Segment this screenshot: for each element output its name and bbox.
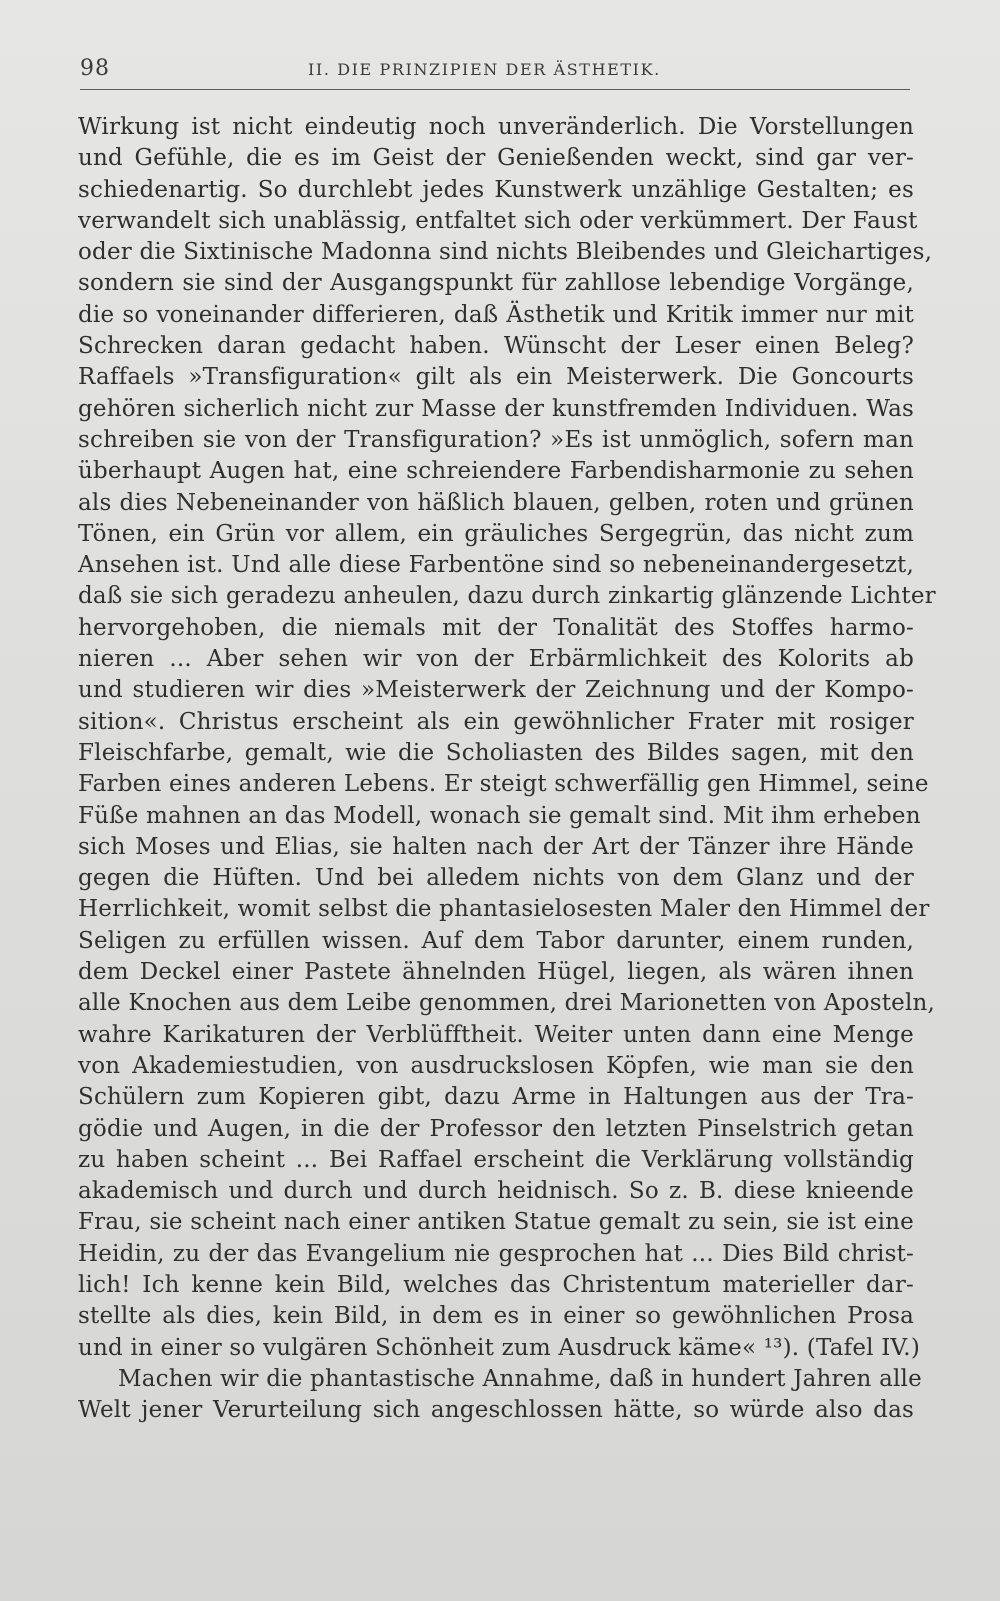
text-line: Farben eines anderen Lebens. Er steigt schwerfällig gen Himmel, seine bbox=[78, 771, 929, 798]
text-line: und Gefühle, die es im Geist der Genießenden weckt, sind gar ver- bbox=[78, 145, 914, 172]
text-line: akademisch und durch und durch heidnisch. So z. B. diese knieende bbox=[78, 1178, 914, 1205]
text-line: gehören sicherlich nicht zur Masse der kunstfremden Individuen. Was bbox=[78, 395, 914, 422]
text-line: dem Deckel einer Pastete ähnelnden Hügel, liegen, als wären ihnen bbox=[78, 959, 914, 986]
text-line: Raffaels »Transfiguration« gilt als ein Meisterwerk. Die Goncourts bbox=[78, 364, 914, 391]
text-line: und studieren wir dies »Meisterwerk der Zeichnung und der Kompo- bbox=[78, 677, 914, 704]
text-line: stellte als dies, kein Bild, in dem es in einer so gewöhnlichen Prosa bbox=[78, 1303, 914, 1330]
text-line: überhaupt Augen hat, eine schreiendere Farbendisharmonie zu sehen bbox=[78, 458, 914, 485]
text-line: Schülern zum Kopieren gibt, dazu Arme in Haltungen aus der Tra- bbox=[78, 1084, 914, 1111]
text-line: Heidin, zu der das Evangelium nie gesprochen hat ... Dies Bild christ- bbox=[78, 1240, 914, 1267]
text-line: von Akademiestudien, von ausdruckslosen Köpfen, wie man sie den bbox=[78, 1052, 914, 1079]
paragraph-start-line: Machen wir die phantastische Annahme, daß in hundert Jahren alle bbox=[118, 1365, 922, 1392]
text-line: Fleischfarbe, gemalt, wie die Scholiasten des Bildes sagen, mit den bbox=[78, 739, 914, 766]
text-line: sondern sie sind der Ausgangspunkt für zahllose lebendige Vorgänge, bbox=[78, 270, 914, 297]
page-number: 98 bbox=[80, 56, 110, 81]
text-line: lich! Ich kenne kein Bild, welches das Christentum materieller dar- bbox=[78, 1271, 914, 1298]
text-line: verwandelt sich unablässig, entfaltet sich oder verkümmert. Der Faust bbox=[78, 207, 918, 234]
text-line: als dies Nebeneinander von häßlich blauen, gelben, roten und grünen bbox=[78, 489, 914, 516]
text-line: Schrecken daran gedacht haben. Wünscht der Leser einen Beleg? bbox=[78, 333, 914, 360]
text-line: Ansehen ist. Und alle diese Farbentöne sind so nebeneinandergesetzt, bbox=[78, 552, 914, 579]
text-line: Welt jener Verurteilung sich angeschlossen hätte, so würde also das bbox=[78, 1397, 914, 1424]
text-line: alle Knochen aus dem Leibe genommen, drei Marionetten von Aposteln, bbox=[78, 990, 936, 1017]
text-line: Seligen zu erfüllen wissen. Auf dem Tabor darunter, einem runden, bbox=[78, 927, 914, 954]
text-line: Frau, sie scheint nach einer antiken Statue gemalt zu sein, sie ist eine bbox=[78, 1209, 914, 1236]
text-line: oder die Sixtinische Madonna sind nichts Bleibendes und Gleichartiges, bbox=[78, 239, 933, 266]
page-header bbox=[80, 52, 910, 88]
text-line: wahre Karikaturen der Verblüfftheit. Weiter unten dann eine Menge bbox=[78, 1021, 914, 1048]
text-line: daß sie sich geradezu anheulen, dazu durch zinkartig glänzende Lichter bbox=[78, 583, 936, 610]
header-rule bbox=[80, 89, 910, 90]
text-line: schreiben sie von der Transfiguration? »Es ist unmöglich, sofern man bbox=[78, 426, 914, 453]
text-line: Wirkung ist nicht eindeutig noch unveränderlich. Die Vorstellungen bbox=[78, 114, 914, 140]
text-line: Füße mahnen an das Modell, wonach sie gemalt sind. Mit ihm erheben bbox=[78, 802, 921, 829]
text-line: Herrlichkeit, womit selbst die phantasielosesten Maler den Himmel der bbox=[78, 896, 930, 923]
text-line: schiedenartig. So durchlebt jedes Kunstwerk unzählige Gestalten; es bbox=[78, 176, 914, 203]
text-line: gödie und Augen, in die der Professor den letzten Pinselstrich getan bbox=[78, 1115, 914, 1142]
body-text bbox=[78, 112, 936, 1426]
paragraph-end-line: und in einer so vulgären Schönheit zum Ausdruck käme« ¹³). (Tafel IV.) bbox=[78, 1334, 920, 1361]
text-line: nieren ... Aber sehen wir von der Erbärmlichkeit des Kolorits ab bbox=[78, 646, 914, 673]
text-line: hervorgehoben, die niemals mit der Tonalität des Stoffes harmo- bbox=[78, 614, 914, 641]
text-line: zu haben scheint ... Bei Raffael erscheint die Verklärung vollständig bbox=[78, 1146, 914, 1173]
running-head: II. DIE PRINZIPIEN DER ÄSTHETIK. bbox=[308, 60, 661, 79]
text-line: Tönen, ein Grün vor allem, ein gräuliches Sergegrün, das nicht zum bbox=[78, 520, 914, 547]
text-line: die so voneinander differieren, daß Ästhetik und Kritik immer nur mit bbox=[78, 301, 914, 328]
text-line: gegen die Hüften. Und bei alledem nichts von dem Glanz und der bbox=[78, 865, 914, 892]
text-line: sich Moses und Elias, sie halten nach der Art der Tänzer ihre Hände bbox=[78, 833, 914, 860]
text-line: sition«. Christus erscheint als ein gewöhnlicher Frater mit rosiger bbox=[78, 708, 914, 735]
